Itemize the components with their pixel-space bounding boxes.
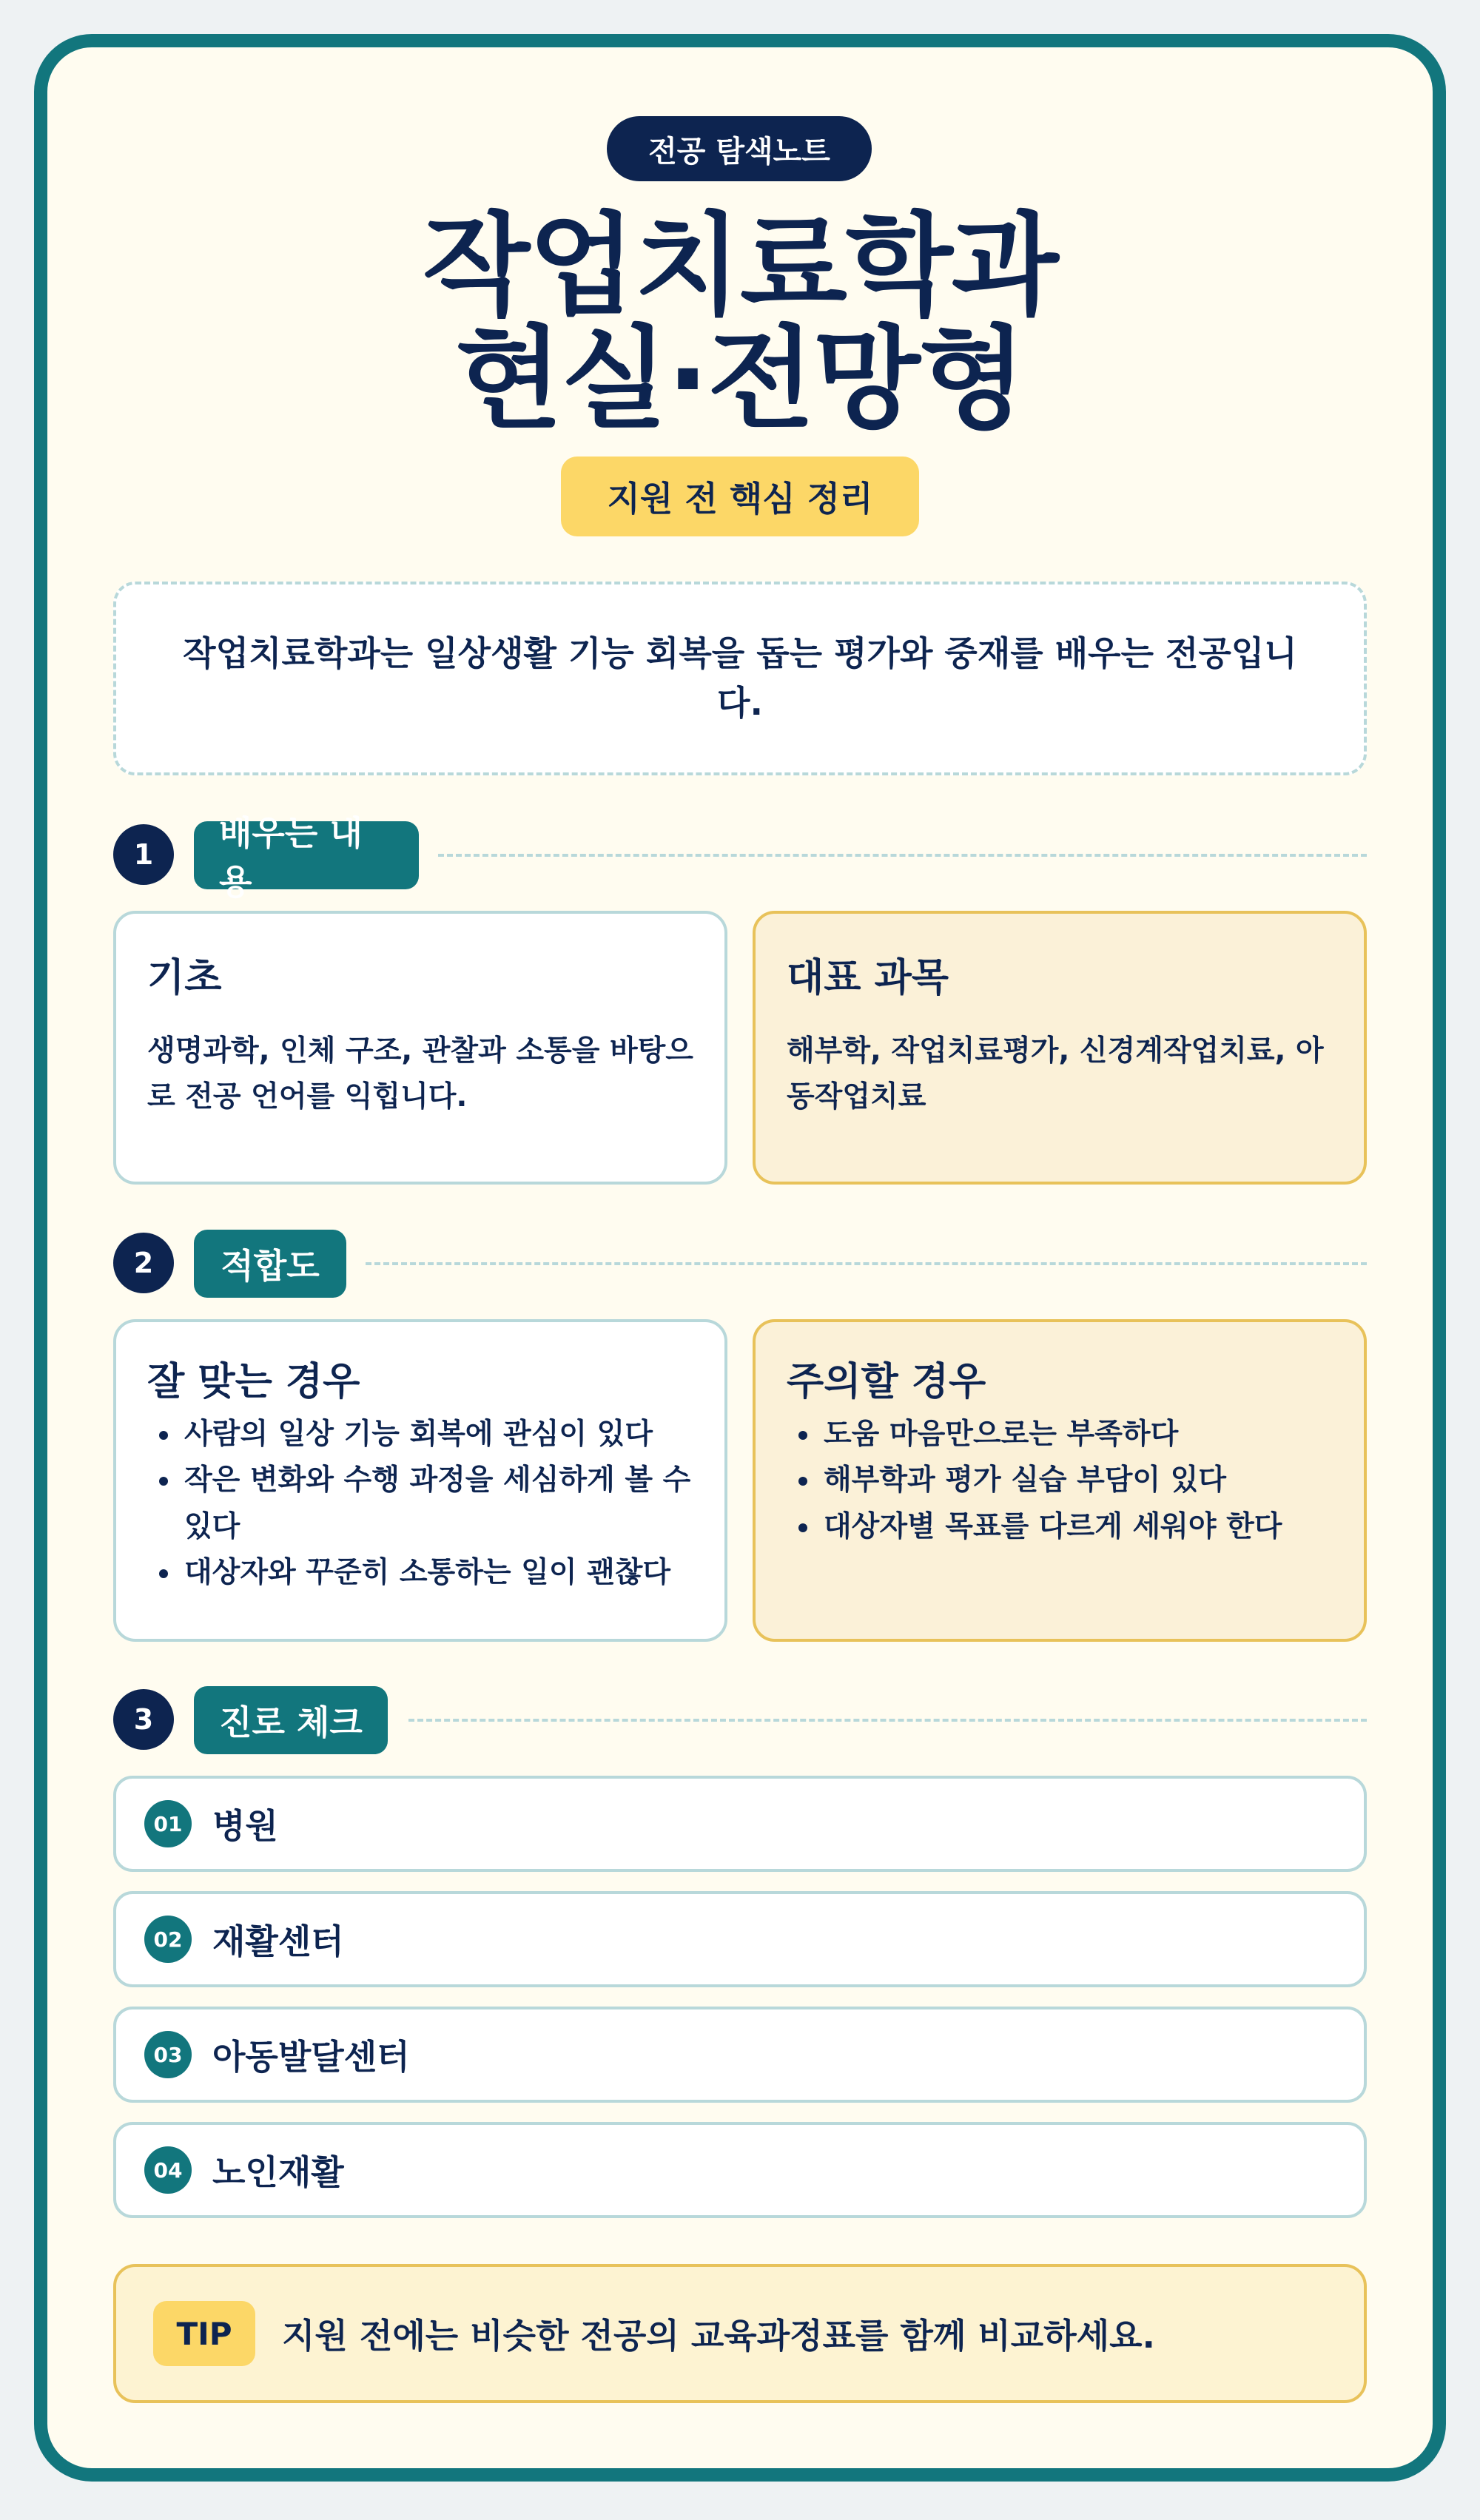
career-label: 재활센터 [212, 1921, 344, 1961]
basics-text: 생명과학, 인체 구조, 관찰과 소통을 바탕으로 전공 언어를 익힙니다. [147, 1034, 693, 1114]
section-2-label: 적합도 [194, 1230, 346, 1298]
courses-title: 대표 과목 [787, 956, 949, 1000]
career-label: 병원 [212, 1806, 278, 1846]
header-badge: 전공 탐색노트 [607, 116, 872, 181]
career-label: 노인재활 [212, 2152, 344, 2192]
list-item: • 대상자와 꾸준히 소통하는 일이 괜찮다 [181, 1550, 693, 1596]
list-item: • 해부학과 평가 실습 부담이 있다 [821, 1458, 1333, 1503]
good-fit-box [113, 1319, 727, 1642]
career-number: 03 [144, 2031, 192, 2078]
career-label: 아동발달센터 [212, 2037, 410, 2077]
career-number: 01 [144, 1800, 192, 1847]
list-item: • 대상자별 목표를 다르게 세워야 한다 [821, 1504, 1333, 1550]
subtitle-badge: 지원 전 핵심 정리 [561, 457, 919, 536]
basics-title: 기초 [147, 956, 222, 1000]
section-1-label: 배우는 내용 [194, 821, 419, 889]
caution-list [787, 1412, 1333, 1550]
list-item: • 작은 변화와 수행 과정을 세심하게 볼 수 있다 [181, 1458, 693, 1550]
courses-text: 해부학, 작업치료평가, 신경계작업치료, 아동작업치료 [787, 1034, 1324, 1114]
caution-box [753, 1319, 1367, 1642]
section-1-number: 1 [113, 824, 174, 885]
tip-box [113, 2264, 1367, 2403]
tip-text: 지원 전에는 비슷한 전공의 교육과정표를 함께 비교하세요. [282, 2316, 1156, 2356]
page-title-line1: 작업치료학과 [423, 202, 1057, 331]
section-3-number: 3 [113, 1689, 174, 1750]
good-fit-title: 잘 맞는 경우 [147, 1360, 360, 1404]
page-title-line2: 현실·전망형 [455, 315, 1025, 444]
section-2-number: 2 [113, 1233, 174, 1293]
section-3-label: 진로 체크 [194, 1686, 388, 1754]
basics-box [113, 911, 727, 1185]
intro-text: 작업치료학과는 일상생활 기능 회복을 돕는 평가와 중재를 배우는 전공입니다. [183, 633, 1297, 723]
career-item [113, 2122, 1367, 2218]
good-fit-list [147, 1412, 693, 1597]
courses-box [753, 911, 1367, 1185]
tip-badge: TIP [153, 2301, 255, 2366]
section-3-divider [408, 1719, 1367, 1722]
career-item [113, 1776, 1367, 1872]
career-number: 02 [144, 1916, 192, 1963]
section-2-divider [366, 1262, 1367, 1265]
intro-box [113, 582, 1367, 775]
list-item: • 사람의 일상 기능 회복에 관심이 있다 [181, 1412, 693, 1458]
caution-title: 주의할 경우 [787, 1360, 986, 1404]
career-number: 04 [144, 2146, 192, 2194]
list-item: • 도움 마음만으로는 부족하다 [821, 1412, 1333, 1458]
section-1-divider [438, 854, 1367, 857]
career-item [113, 1891, 1367, 1987]
career-item [113, 2007, 1367, 2103]
